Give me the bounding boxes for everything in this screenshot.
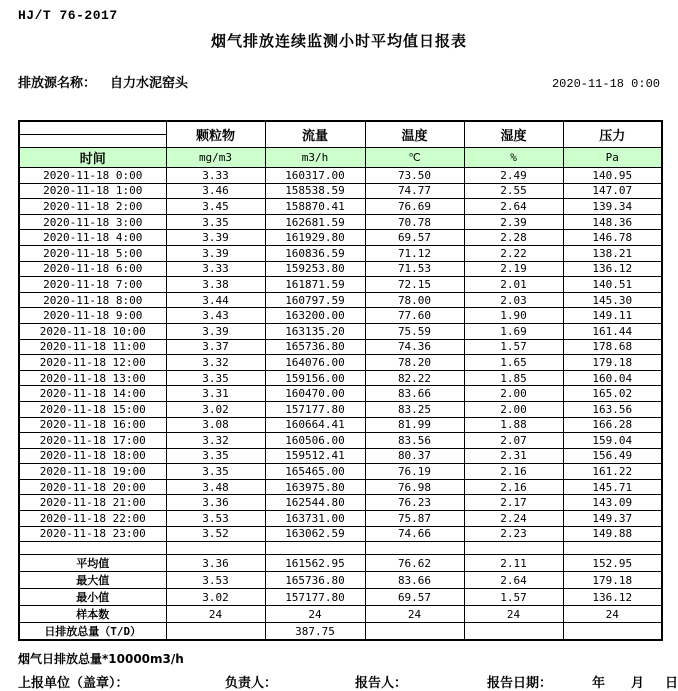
value-cell: 165.02 xyxy=(563,386,662,402)
summary-label: 样本数 xyxy=(19,606,166,623)
time-cell: 2020-11-18 11:00 xyxy=(19,339,166,355)
value-cell: 3.35 xyxy=(166,448,265,464)
time-cell: 2020-11-18 16:00 xyxy=(19,417,166,433)
value-cell: 3.32 xyxy=(166,355,265,371)
table-row xyxy=(19,511,662,527)
value-cell: 3.45 xyxy=(166,199,265,215)
value-cell: 136.12 xyxy=(563,589,662,606)
table-row xyxy=(19,261,662,277)
value-cell: 161.22 xyxy=(563,464,662,480)
value-cell: 2.16 xyxy=(464,479,563,495)
time-cell: 2020-11-18 5:00 xyxy=(19,245,166,261)
value-cell: 1.65 xyxy=(464,355,563,371)
value-cell: 158538.59 xyxy=(265,183,365,199)
value-cell: 2.22 xyxy=(464,245,563,261)
value-cell: 179.18 xyxy=(563,572,662,589)
value-cell: 1.88 xyxy=(464,417,563,433)
table-row xyxy=(19,417,662,433)
value-cell: 140.95 xyxy=(563,168,662,184)
value-cell: 74.36 xyxy=(365,339,464,355)
time-header: 时间 xyxy=(19,148,166,168)
value-cell: 161929.80 xyxy=(265,230,365,246)
time-cell: 2020-11-18 15:00 xyxy=(19,401,166,417)
value-cell: 2.64 xyxy=(464,572,563,589)
value-cell: 2.00 xyxy=(464,386,563,402)
source-name-value: 自力水泥窑头 xyxy=(110,76,189,91)
value-cell: 159253.80 xyxy=(265,261,365,277)
time-cell: 2020-11-18 17:00 xyxy=(19,433,166,449)
time-cell: 2020-11-18 2:00 xyxy=(19,199,166,215)
table-row xyxy=(19,199,662,215)
col-header-pm: 颗粒物 xyxy=(166,121,265,148)
value-cell: 140.51 xyxy=(563,277,662,293)
value-cell: 3.39 xyxy=(166,245,265,261)
value-cell: 76.69 xyxy=(365,199,464,215)
value-cell: 2.39 xyxy=(464,214,563,230)
value-cell: 3.31 xyxy=(166,386,265,402)
value-cell: 3.33 xyxy=(166,261,265,277)
time-cell: 2020-11-18 14:00 xyxy=(19,386,166,402)
value-cell: 159512.41 xyxy=(265,448,365,464)
value-cell xyxy=(464,623,563,641)
note-text: 烟气日排放总量*10000m3/h xyxy=(18,652,184,667)
time-cell: 2020-11-18 23:00 xyxy=(19,526,166,542)
value-cell: 387.75 xyxy=(265,623,365,641)
value-cell: 157177.80 xyxy=(265,589,365,606)
value-cell: 143.09 xyxy=(563,495,662,511)
year-label: 年 xyxy=(592,676,606,691)
value-cell: 160470.00 xyxy=(265,386,365,402)
table-row xyxy=(19,555,662,572)
value-cell: 3.32 xyxy=(166,433,265,449)
value-cell: 24 xyxy=(365,606,464,623)
table-row xyxy=(19,401,662,417)
value-cell: 163135.20 xyxy=(265,323,365,339)
time-cell: 2020-11-18 6:00 xyxy=(19,261,166,277)
value-cell: 162681.59 xyxy=(265,214,365,230)
value-cell: 73.50 xyxy=(365,168,464,184)
value-cell: 2.16 xyxy=(464,464,563,480)
col-header-temp: 温度 xyxy=(365,121,464,148)
value-cell: 160317.00 xyxy=(265,168,365,184)
value-cell: 74.77 xyxy=(365,183,464,199)
table-row xyxy=(19,433,662,449)
value-cell: 2.19 xyxy=(464,261,563,277)
value-cell: 3.39 xyxy=(166,323,265,339)
value-cell: 81.99 xyxy=(365,417,464,433)
unit-pm: mg/m3 xyxy=(166,148,265,168)
value-cell: 179.18 xyxy=(563,355,662,371)
table-row xyxy=(19,308,662,324)
value-cell: 139.34 xyxy=(563,199,662,215)
value-cell: 77.60 xyxy=(365,308,464,324)
value-cell: 3.52 xyxy=(166,526,265,542)
value-cell: 76.19 xyxy=(365,464,464,480)
time-cell: 2020-11-18 13:00 xyxy=(19,370,166,386)
value-cell: 3.46 xyxy=(166,183,265,199)
table-row xyxy=(19,245,662,261)
value-cell: 149.11 xyxy=(563,308,662,324)
value-cell: 147.07 xyxy=(563,183,662,199)
value-cell: 159.04 xyxy=(563,433,662,449)
value-cell: 2.03 xyxy=(464,292,563,308)
value-cell: 160797.59 xyxy=(265,292,365,308)
table-row xyxy=(19,277,662,293)
value-cell: 72.15 xyxy=(365,277,464,293)
value-cell: 83.56 xyxy=(365,433,464,449)
time-cell: 2020-11-18 21:00 xyxy=(19,495,166,511)
table-row xyxy=(19,526,662,542)
value-cell: 24 xyxy=(265,606,365,623)
value-cell: 2.11 xyxy=(464,555,563,572)
value-cell: 69.57 xyxy=(365,589,464,606)
table-row xyxy=(19,214,662,230)
source-name-group xyxy=(18,72,188,91)
value-cell: 166.28 xyxy=(563,417,662,433)
table-row xyxy=(19,183,662,199)
value-cell: 178.68 xyxy=(563,339,662,355)
table-row xyxy=(19,370,662,386)
value-cell: 2.64 xyxy=(464,199,563,215)
col-header-flow: 流量 xyxy=(265,121,365,148)
time-cell: 2020-11-18 10:00 xyxy=(19,323,166,339)
value-cell: 1.69 xyxy=(464,323,563,339)
value-cell: 76.98 xyxy=(365,479,464,495)
value-cell: 24 xyxy=(563,606,662,623)
value-cell: 146.78 xyxy=(563,230,662,246)
summary-label: 平均值 xyxy=(19,555,166,572)
time-cell: 2020-11-18 3:00 xyxy=(19,214,166,230)
time-cell: 2020-11-18 22:00 xyxy=(19,511,166,527)
value-cell: 2.23 xyxy=(464,526,563,542)
time-cell: 2020-11-18 0:00 xyxy=(19,168,166,184)
unit-flow: m3/h xyxy=(265,148,365,168)
summary-label: 最大值 xyxy=(19,572,166,589)
value-cell: 1.85 xyxy=(464,370,563,386)
spacer-cell xyxy=(265,542,365,555)
spacer-row xyxy=(19,542,662,555)
time-cell: 2020-11-18 20:00 xyxy=(19,479,166,495)
value-cell: 138.21 xyxy=(563,245,662,261)
value-cell: 74.66 xyxy=(365,526,464,542)
col-header-pressure: 压力 xyxy=(563,121,662,148)
value-cell: 80.37 xyxy=(365,448,464,464)
value-cell xyxy=(166,623,265,641)
value-cell: 148.36 xyxy=(563,214,662,230)
table-row xyxy=(19,495,662,511)
value-cell: 3.39 xyxy=(166,230,265,246)
value-cell: 149.88 xyxy=(563,526,662,542)
value-cell: 3.35 xyxy=(166,214,265,230)
table-row xyxy=(19,479,662,495)
spacer-cell xyxy=(365,542,464,555)
value-cell: 145.30 xyxy=(563,292,662,308)
value-cell: 165736.80 xyxy=(265,339,365,355)
value-cell: 3.02 xyxy=(166,589,265,606)
value-cell: 3.53 xyxy=(166,511,265,527)
value-cell: 71.12 xyxy=(365,245,464,261)
time-cell: 2020-11-18 8:00 xyxy=(19,292,166,308)
value-cell: 3.48 xyxy=(166,479,265,495)
report-table xyxy=(18,120,663,641)
value-cell: 160506.00 xyxy=(265,433,365,449)
value-cell: 160.04 xyxy=(563,370,662,386)
value-cell: 69.57 xyxy=(365,230,464,246)
header-row-1 xyxy=(19,121,662,135)
summary-rows xyxy=(19,555,662,641)
value-cell: 1.90 xyxy=(464,308,563,324)
value-cell: 161871.59 xyxy=(265,277,365,293)
month-label: 月 xyxy=(631,676,645,691)
value-cell: 3.02 xyxy=(166,401,265,417)
doc-code: HJ/T 76-2017 xyxy=(18,8,118,23)
responsible-label: 负责人： xyxy=(225,676,278,691)
time-header-blank-bottom xyxy=(19,135,166,148)
table-row xyxy=(19,323,662,339)
table-head xyxy=(19,121,662,168)
value-cell: 3.33 xyxy=(166,168,265,184)
time-header-blank-top xyxy=(19,121,166,135)
value-cell: 156.49 xyxy=(563,448,662,464)
table-row xyxy=(19,355,662,371)
reporter-label: 报告人： xyxy=(355,676,408,691)
report-datetime: 2020-11-18 0:00 xyxy=(551,77,660,91)
value-cell: 2.17 xyxy=(464,495,563,511)
value-cell xyxy=(563,623,662,641)
source-row xyxy=(18,72,660,91)
time-cell: 2020-11-18 12:00 xyxy=(19,355,166,371)
value-cell: 70.78 xyxy=(365,214,464,230)
summary-label: 日排放总量（T/D） xyxy=(19,623,166,641)
value-cell: 24 xyxy=(166,606,265,623)
value-cell: 3.44 xyxy=(166,292,265,308)
time-cell: 2020-11-18 4:00 xyxy=(19,230,166,246)
value-cell: 78.20 xyxy=(365,355,464,371)
value-cell: 3.38 xyxy=(166,277,265,293)
value-cell: 3.37 xyxy=(166,339,265,355)
value-cell: 3.43 xyxy=(166,308,265,324)
value-cell: 160836.59 xyxy=(265,245,365,261)
value-cell: 1.57 xyxy=(464,589,563,606)
source-name-label: 排放源名称： xyxy=(18,76,97,91)
table-row xyxy=(19,464,662,480)
emission-note xyxy=(18,650,678,667)
value-cell: 24 xyxy=(464,606,563,623)
time-cell: 2020-11-18 19:00 xyxy=(19,464,166,480)
report-unit-label: 上报单位（盖章）： xyxy=(18,676,129,691)
value-cell: 82.22 xyxy=(365,370,464,386)
value-cell: 83.66 xyxy=(365,386,464,402)
summary-label: 最小值 xyxy=(19,589,166,606)
units-row xyxy=(19,148,662,168)
value-cell: 2.24 xyxy=(464,511,563,527)
value-cell: 136.12 xyxy=(563,261,662,277)
unit-pressure: Pa xyxy=(563,148,662,168)
value-cell: 163200.00 xyxy=(265,308,365,324)
value-cell: 163.56 xyxy=(563,401,662,417)
table-row xyxy=(19,339,662,355)
value-cell: 165465.00 xyxy=(265,464,365,480)
value-cell: 164076.00 xyxy=(265,355,365,371)
value-cell: 2.07 xyxy=(464,433,563,449)
value-cell: 158870.41 xyxy=(265,199,365,215)
value-cell: 2.49 xyxy=(464,168,563,184)
value-cell: 145.71 xyxy=(563,479,662,495)
value-cell: 163731.00 xyxy=(265,511,365,527)
table-row xyxy=(19,292,662,308)
value-cell: 162544.80 xyxy=(265,495,365,511)
value-cell: 3.08 xyxy=(166,417,265,433)
value-cell: 3.53 xyxy=(166,572,265,589)
spacer-cell xyxy=(19,542,166,555)
unit-temp: ℃ xyxy=(365,148,464,168)
value-cell: 3.35 xyxy=(166,464,265,480)
value-cell: 75.59 xyxy=(365,323,464,339)
table-row xyxy=(19,589,662,606)
value-cell: 2.55 xyxy=(464,183,563,199)
value-cell: 157177.80 xyxy=(265,401,365,417)
value-cell: 161562.95 xyxy=(265,555,365,572)
value-cell: 159156.00 xyxy=(265,370,365,386)
value-cell: 165736.80 xyxy=(265,572,365,589)
time-cell: 2020-11-18 7:00 xyxy=(19,277,166,293)
value-cell: 152.95 xyxy=(563,555,662,572)
value-cell: 163062.59 xyxy=(265,526,365,542)
value-cell: 161.44 xyxy=(563,323,662,339)
value-cell xyxy=(365,623,464,641)
spacer-cell xyxy=(464,542,563,555)
spacer-cell xyxy=(166,542,265,555)
value-cell: 2.28 xyxy=(464,230,563,246)
value-cell: 2.00 xyxy=(464,401,563,417)
day-label: 日 xyxy=(665,676,678,691)
value-cell: 3.35 xyxy=(166,370,265,386)
value-cell: 2.31 xyxy=(464,448,563,464)
time-cell: 2020-11-18 18:00 xyxy=(19,448,166,464)
table-row xyxy=(19,572,662,589)
signature-row xyxy=(0,670,678,690)
value-cell: 76.23 xyxy=(365,495,464,511)
value-cell: 3.36 xyxy=(166,555,265,572)
value-cell: 3.36 xyxy=(166,495,265,511)
table-row xyxy=(19,623,662,641)
table-row xyxy=(19,386,662,402)
col-header-humidity: 湿度 xyxy=(464,121,563,148)
value-cell: 1.57 xyxy=(464,339,563,355)
table-row xyxy=(19,168,662,184)
value-cell: 78.00 xyxy=(365,292,464,308)
time-cell: 2020-11-18 9:00 xyxy=(19,308,166,324)
data-rows xyxy=(19,168,662,542)
table-row xyxy=(19,448,662,464)
page-title: 烟气排放连续监测小时平均值日报表 xyxy=(210,32,467,50)
spacer-cell xyxy=(563,542,662,555)
report-date-label: 报告日期： xyxy=(487,676,553,691)
value-cell: 76.62 xyxy=(365,555,464,572)
value-cell: 75.87 xyxy=(365,511,464,527)
time-cell: 2020-11-18 1:00 xyxy=(19,183,166,199)
value-cell: 149.37 xyxy=(563,511,662,527)
unit-humidity: % xyxy=(464,148,563,168)
value-cell: 83.25 xyxy=(365,401,464,417)
table-row xyxy=(19,230,662,246)
value-cell: 2.01 xyxy=(464,277,563,293)
value-cell: 163975.80 xyxy=(265,479,365,495)
table-row xyxy=(19,606,662,623)
value-cell: 71.53 xyxy=(365,261,464,277)
spacer-section xyxy=(19,542,662,555)
value-cell: 83.66 xyxy=(365,572,464,589)
value-cell: 160664.41 xyxy=(265,417,365,433)
